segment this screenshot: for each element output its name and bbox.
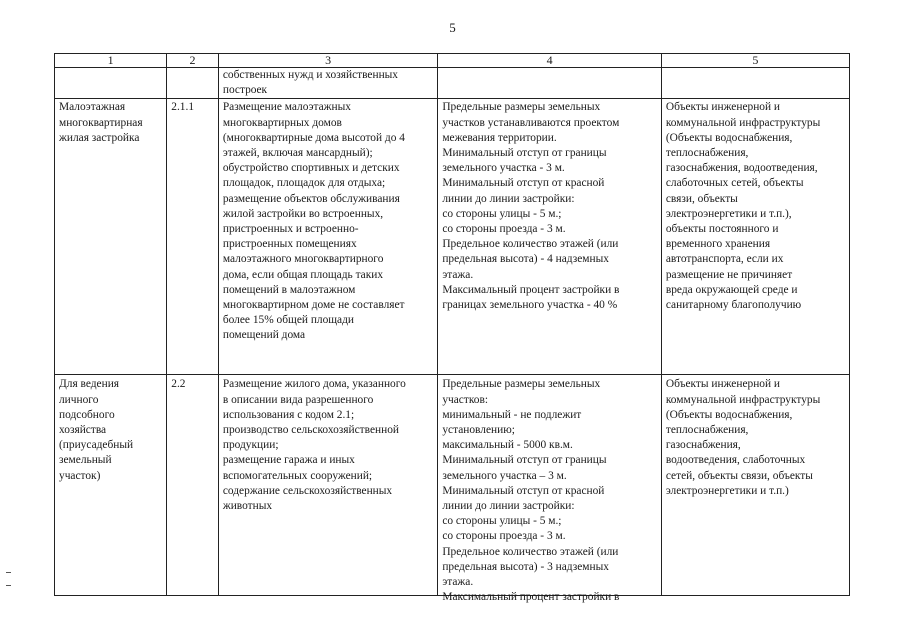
use-type-name-cell: Для ведения личного подсобного хозяйства (приусадебный земельный участок) (55, 375, 167, 596)
page-number: 5 (449, 20, 456, 35)
column-header-1: 1 (55, 54, 167, 68)
table-row (55, 99, 850, 375)
table-row (55, 68, 850, 99)
use-type-description-cell: Размещение жилого дома, указанного в описании вида разрешенного использования с кодом 2.1; производство сельскохозяйственной продукции; размещение гаража и иных вспомогательных сооружений; содержание сельскохозяйственных животных (218, 375, 437, 596)
auxiliary-uses-cell: Объекты инженерной и коммунальной инфраструктуры (Объекты водоснабжения, теплоснабжения, газоснабжения, водоотведения, слаботочных сетей, объекты связи, объекты электроэнергетики и т.п.), объекты постоянного и временного хранения автотранспорта, если их размещение не причиняет вреда окружающей среде и санитарному благополучию (661, 99, 849, 375)
table-header-row (55, 54, 850, 68)
limit-parameters-cell: Предельные размеры земельных участков: минимальный - не подлежит установлению; максимальный - 5000 кв.м. Минимальный отступ от границы земельного участка – 3 м. Минимальный отступ от красной линии до линии застройки: со стороны улицы - 5 м.; со стороны проезда - 3 м. Предельное количество этажей (или предельная высота) - 3 надземных этажа. Максимальный процент застройки в (438, 375, 662, 596)
use-type-code-cell: 2.1.1 (167, 99, 219, 375)
auxiliary-uses-cell: Объекты инженерной и коммунальной инфраструктуры (Объекты водоснабжения, теплоснабжения, газоснабжения, водоотведения, слаботочных сетей, объекты связи, объекты электроэнергетики и т.п.) (661, 375, 849, 596)
column-header-5: 5 (661, 54, 849, 68)
scan-edge-mark (6, 572, 11, 586)
column-header-2: 2 (167, 54, 219, 68)
column-header-4: 4 (438, 54, 662, 68)
use-type-name-cell (55, 68, 167, 99)
limit-parameters-cell (438, 68, 662, 99)
use-type-description-cell: собственных нужд и хозяйственных пострoек (218, 68, 437, 99)
use-type-name-cell: Малоэтажная многоквартирная жилая застройка (55, 99, 167, 375)
land-use-regulations-table (54, 53, 850, 604)
use-type-code-cell (167, 68, 219, 99)
column-header-3: 3 (218, 54, 437, 68)
limit-parameters-cell: Предельные размеры земельных участков устанавливаются проектом межевания территории. Минимальный отступ от границы земельного участка - 3 м. Минимальный отступ от красной линии до линии застройки: со стороны улицы - 5 м.; со стороны проезда - 3 м. Предельное количество этажей (или предельная высота) - 4 надземных этажа. Максимальный процент застройки в границах земельного участка - 40 % (438, 99, 662, 375)
auxiliary-uses-cell (661, 68, 849, 99)
use-type-code-cell: 2.2 (167, 375, 219, 596)
table-row (55, 375, 850, 596)
use-type-description-cell: Размещение малоэтажных многоквартирных домов (многоквартирные дома высотой до 4 этажей, включая мансардный); обустройство спортивных и детских площадок, площадок для отдыха; размещение объектов обслуживания жилой застройки во встроенных, пристроенных и встроенно- пристроенных помещениях малоэтажного многоквартирного дома, если общая площадь таких помещений в малоэтажном многоквартирном доме не составляет более 15% общей площади помещений дома (218, 99, 437, 375)
